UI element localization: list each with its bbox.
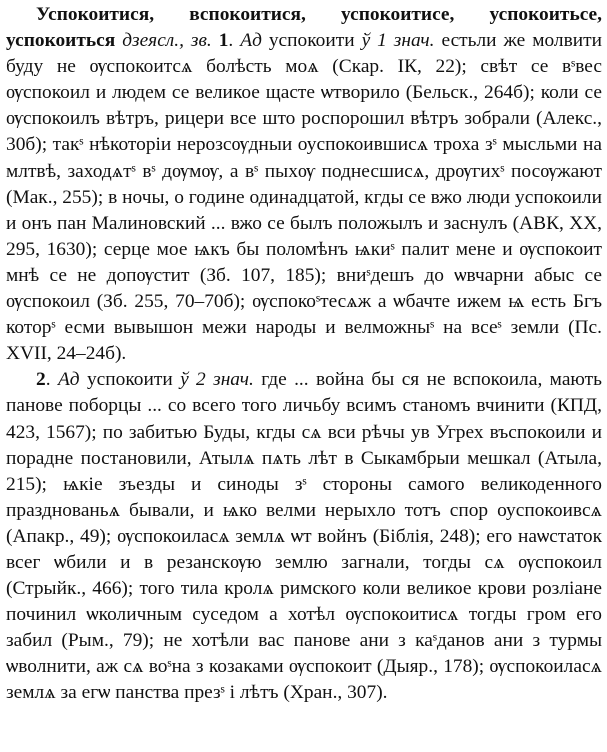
- sense-2-number: 2: [36, 369, 46, 391]
- sense-1-paragraph: Успокоитися, вспокоитися, успокоитисе, успокоитьсе, успокоиться дзеясл., зв. 1. Ад успокоити ў 1 знач. естьли же молвити буду не ѹспокоитсѧ болѣсть моѧ (Скар. ІК, 22); свѣт се вˢвес ѹспокоил и людем се великое щасте ѡтворило (Бельск., 264б); коли се ѹспокоилъ вѣтръ, рицери все што роспорошил вѣтръ зобрали (Алекс., 30б); такˢ нѣкоторіи нерозсѹдныи оуспокоившисѧ троха зˢ мысльми на млтвѣ, заходѧтˢ вˢ дѹмѹ, а вˢ пыхѹ поднесшисѧ, дрѹгихˢ посѹжают (Мак., 255); в ночы, о године одинадцатой, кгды се вжо люди успокоили и онъ пан Малиновский ... вжо се былъ положылъ и заснулъ (АВК, ХХ, 295, 1630); серце мое ѩкъ бы поломѣнъ ѩкиˢ палит мене и ѹспокоит мнѣ се не допѹстит (Зб. 107, 185); вниˢдешъ до ѡвчарни абыс се ѹспокоил (Зб. 255, 70–70б); ѹспокоˢтесѧж а ѡбачте ижем ѩ есть Бгъ которˢ есми вывышон межи народы и велможныˢ на всеˢ земли (Пс. XVII, 24–24б).: [6, 4, 602, 365]
- dictionary-entry: [6, 2, 602, 707]
- sense-1-ref: ў 1 знач.: [361, 30, 435, 52]
- sense-1-lemma: успокоити: [268, 30, 355, 52]
- sense-2-ref: ў 2 знач.: [180, 369, 254, 391]
- sense-2-lemma: успокоити: [86, 369, 173, 391]
- headword: Успокоитися, вспокоитися, успокоитисе, успокоитьсе, успокоиться: [6, 4, 602, 52]
- sense-2-text: где ... война бы ся не вспокоила, мають панове поборцы ... со всего того личьбу всимъ станомъ вчинити (КПД, 423, 1567); по забитью Буды, кгды сѧ вси рѣчы ув Угрех въспокоили и порадне постановили, Атылѧ пѧть лѣт в Сыкамбрыи мешкал (Атыла, 215); ѩкіе зъезды и синоды зˢ стороны самого великоденного празднованьѧ бывали, и ѩко велми нерыхло тотъ спор оуспокоивсѧ (Апакр., 49); ѹспокоиласѧ землѧ ѡт войнъ (Біблія, 248); его наѡстаток всег ѡбили и в резанскѹю землю загнали, тогды сѧ ѹспокоил (Стрыйк., 466); того тила кролѧ римского коли великое крови розліане починил ѡколичным суседом а хотѣл ѹспокоитисѧ тогды гром его забил (Рым., 79); не хотѣли вас панове ани з каˢданов ани з турмы ѡволнити, аж сѧ воˢна з козаками ѹспокоит (Дыяр., 178); ѹспокоиласѧ землѧ за егѡ панства презˢ і лѣтъ (Хран., 307).: [6, 369, 602, 704]
- sense-1-number: 1: [218, 30, 229, 52]
- sense-1-lead: Ад: [240, 30, 262, 52]
- grammar-label: дзеясл., зв.: [122, 30, 212, 52]
- sense-2-lead: Ад: [57, 369, 80, 391]
- sense-1-text: естьли же молвити буду не ѹспокоитсѧ болѣсть моѧ (Скар. ІК, 22); свѣт се вˢвес ѹспокоил и людем се великое щасте ѡтворило (Бельск., 264б); коли се ѹспокоилъ вѣтръ, рицери все што роспорошил вѣтръ зобрали (Алекс., 30б); такˢ нѣкоторіи нерозсѹдныи оуспокоившисѧ троха зˢ мысльми на млтвѣ, заходѧтˢ вˢ дѹмѹ, а вˢ пыхѹ поднесшисѧ, дрѹгихˢ посѹжают (Мак., 255); в ночы, о године одинадцатой, кгды се вжо люди успокоили и онъ пан Малиновский ... вжо се былъ положылъ и заснулъ (АВК, ХХ, 295, 1630); серце мое ѩкъ бы поломѣнъ ѩкиˢ палит мене и ѹспокоит мнѣ се не допѹстит (Зб. 107, 185); вниˢдешъ до ѡвчарни абыс се ѹспокоил (Зб. 255, 70–70б); ѹспокоˢтесѧж а ѡбачте ижем ѩ есть Бгъ которˢ есми вывышон межи народы и велможныˢ на всеˢ земли (Пс. XVII, 24–24б).: [6, 30, 602, 365]
- sense-2-paragraph: 2. Ад успокоити ў 2 знач. где ... война бы ся не вспокоила, мають панове поборцы ... со всего того личьбу всимъ станомъ вчинити (КПД, 423, 1567); по забитью Буды, кгды сѧ вси рѣчы ув Угрех въспокоили и порадне постановили, Атылѧ пѧть лѣт в Сыкамбрыи мешкал (Атыла, 215); ѩкіе зъезды и синоды зˢ стороны самого великоденного празднованьѧ бывали, и ѩко велми нерыхло тотъ спор оуспокоивсѧ (Апакр., 49); ѹспокоиласѧ землѧ ѡт войнъ (Біблія, 248); его наѡстаток всег ѡбили и в резанскѹю землю загнали, тогды сѧ ѹспокоил (Стрыйк., 466); того тила кролѧ римского коли великое крови розліане починил ѡколичным суседом а хотѣл ѹспокоитисѧ тогды гром его забил (Рым., 79); не хотѣли вас панове ани з каˢданов ани з турмы ѡволнити, аж сѧ воˢна з козаками ѹспокоит (Дыяр., 178); ѹспокоиласѧ землѧ за егѡ панства презˢ і лѣтъ (Хран., 307).: [6, 369, 602, 704]
